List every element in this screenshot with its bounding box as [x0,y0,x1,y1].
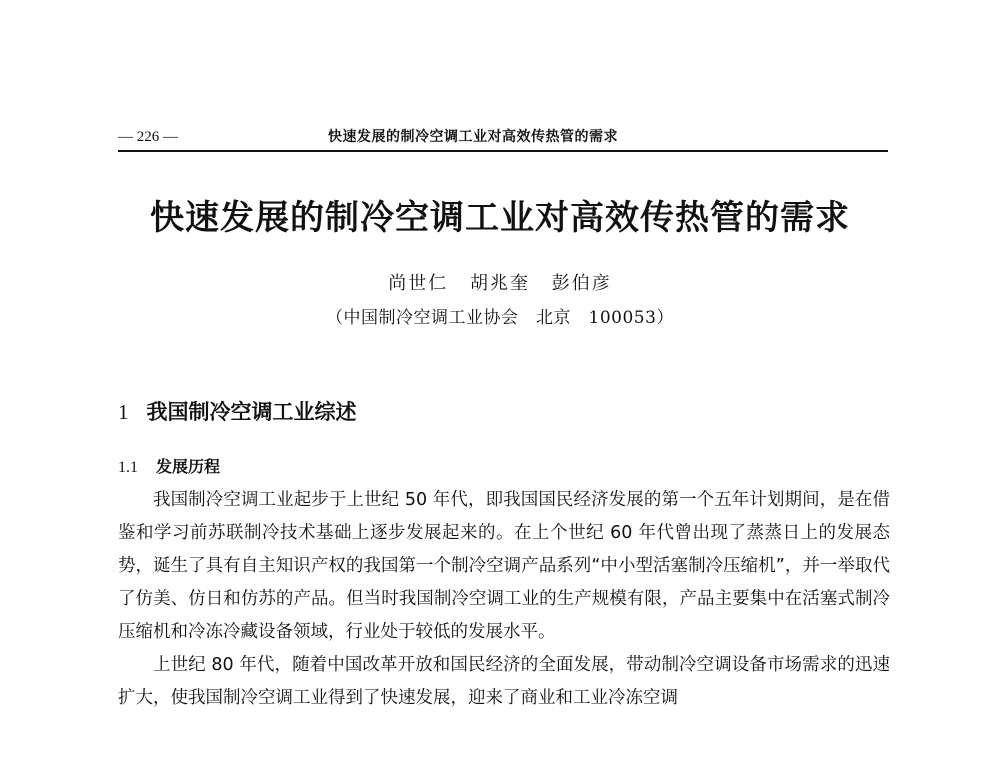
running-title: 快速发展的制冷空调工业对高效传热管的需求 [328,129,618,145]
subsection-title: 发展历程 [156,457,221,476]
body-text [118,484,890,715]
subsection-number: 1.1 [118,459,138,476]
subsection-heading [118,456,220,479]
page-number: — 226 — [118,129,178,145]
section-heading [118,398,357,426]
affiliation: （中国制冷空调工业协会 北京 100053） [326,308,674,328]
paragraph: 上世纪 80 年代，随着中国改革开放和国民经济的全面发展，带动制冷空调设备市场需求的迅速扩大，使我国制冷空调工业得到了快速发展，迎来了商业和工业冷冻空调 [118,655,890,708]
article-title: 快速发展的制冷空调工业对高效传热管的需求 [150,198,850,238]
section-title: 我国制冷空调工业综述 [146,399,357,424]
authors: 尚世仁 胡兆奎 彭伯彦 [388,273,612,294]
paragraph: 我国制冷空调工业起步于上世纪 50 年代，即我国国民经济发展的第一个五年计划期间，是在借鉴和学习前苏联制冷技术基础上逐步发展起来的。在上个世纪 60 年代曾出现了蒸蒸日上的发展态势，诞生了具有自主知识产权的我国第一个制冷空调产品系列“中小型活塞制冷压缩机”，并一举取代了仿美、仿日和仿苏的产品。但当时我国制冷空调工业的生产规模有限，产品主要集中在活塞式制冷压缩机和冷冻冷藏设备领域，行业处于较低的发展水平。 [118,490,890,642]
section-number: 1 [118,400,129,424]
running-header [118,128,888,152]
